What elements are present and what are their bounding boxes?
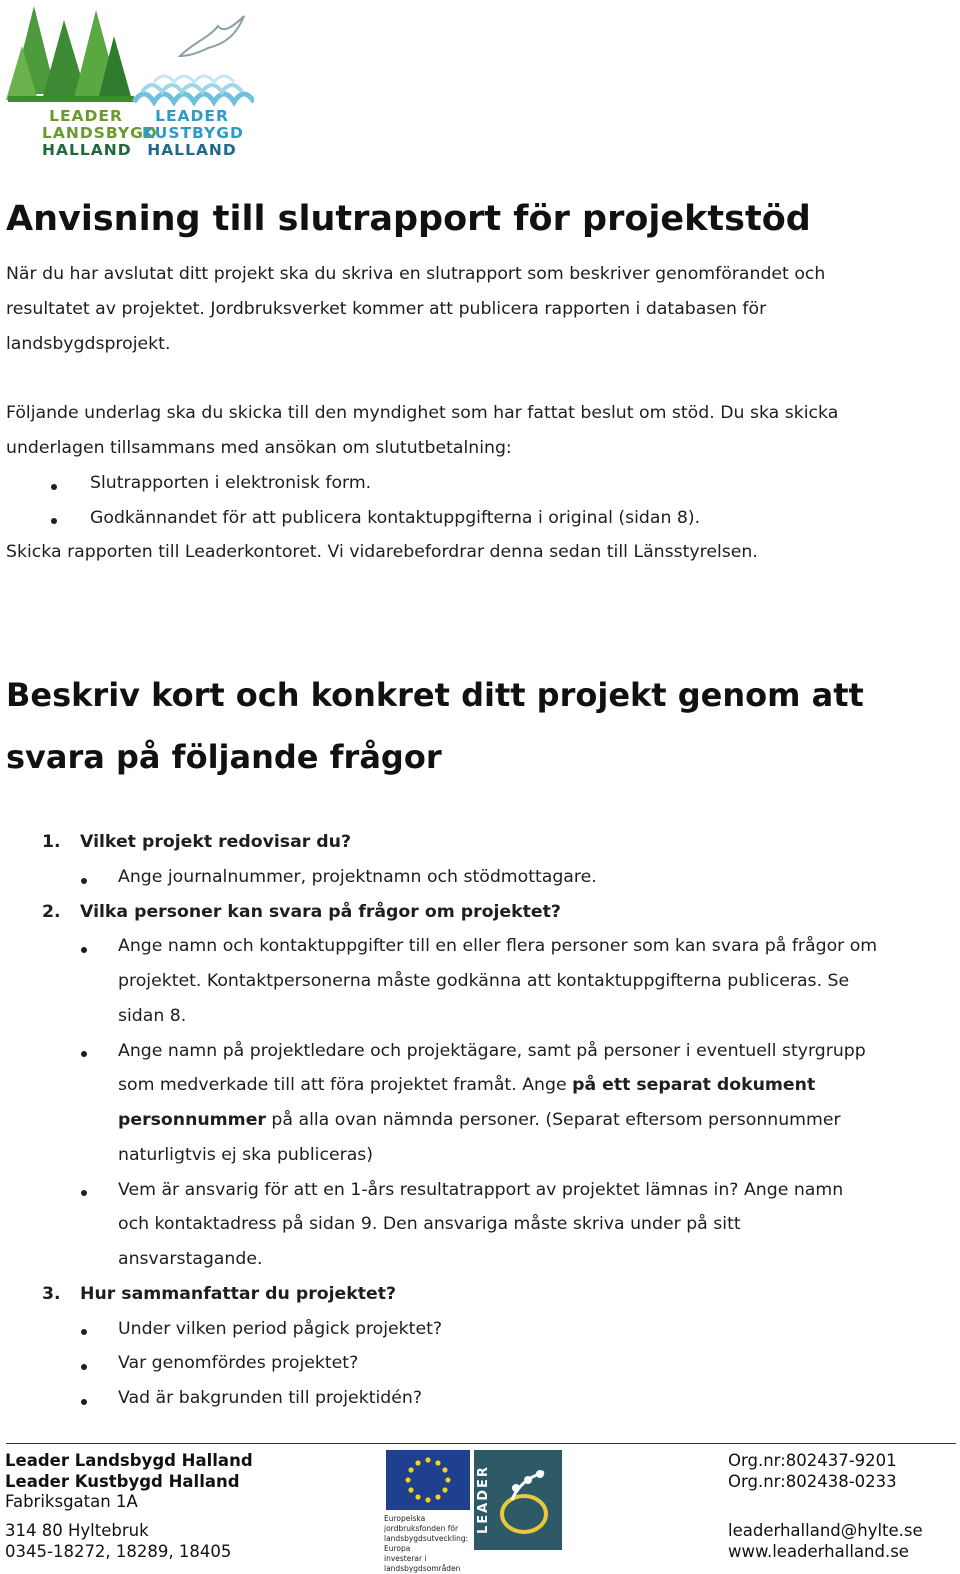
- intro-p1-line2: resultatet av projektet. Jordbruksverket kommer att publicera rapporten i databasen för: [6, 299, 767, 319]
- q2-item-1-line1: Ange namn och kontaktuppgifter till en eller flera personer som kan svara på frågor om: [118, 936, 878, 956]
- footer-divider: [6, 1443, 956, 1444]
- section-heading-line1: Beskriv kort och konkret ditt projekt genom att: [6, 676, 864, 714]
- bullet-icon: [81, 1190, 87, 1196]
- page-title: Anvisning till slutrapport för projektstöd: [6, 199, 811, 239]
- intro-p2-line1: Följande underlag ska du skicka till den myndighet som har fattat beslut om stöd. Du ska skicka: [6, 403, 839, 423]
- logo-left-line1: LEADER: [49, 107, 123, 125]
- intro-p3: Skicka rapporten till Leaderkontoret. Vi vidarebefordrar denna sedan till Länsstyrelsen.: [6, 542, 758, 562]
- q3-item-2: Var genomfördes projektet?: [118, 1353, 359, 1373]
- eu-caption: [384, 1514, 472, 1574]
- question-number: 1.: [42, 832, 61, 852]
- q3-item-3: Vad är bakgrunden till projektidén?: [118, 1388, 422, 1408]
- q2-item-3-line2: och kontaktadress på sidan 9. Den ansvariga måste skriva under på sitt: [118, 1214, 741, 1234]
- q2-item-1-line3: sidan 8.: [118, 1006, 187, 1026]
- eu-caption-line3: investerar i landsbygdsområden: [384, 1554, 461, 1573]
- intro-p1-line1: När du har avslutat ditt projekt ska du skriva en slutrapport som beskriver genomförandet och: [6, 264, 826, 284]
- footer-org-2: Leader Kustbygd Halland: [5, 1472, 240, 1491]
- logo-right-line2: KUSTBYGD: [142, 124, 244, 142]
- logo-right-line1: LEADER: [155, 107, 229, 125]
- q2-item-3-line3: ansvarstagande.: [118, 1249, 263, 1269]
- q2-item-2-line2: [118, 1068, 815, 1103]
- bullet-icon: [81, 1329, 87, 1335]
- question-1-title: Vilket projekt redovisar du?: [80, 832, 351, 852]
- intro-bullet-1: Slutrapporten i elektronisk form.: [90, 473, 372, 493]
- question-number: 2.: [42, 902, 61, 922]
- q2-item-2-line4: naturligtvis ej ska publiceras): [118, 1145, 374, 1165]
- bullet-icon: [81, 1364, 87, 1370]
- footer-orgnr-2: Org.nr:802438-0233: [728, 1472, 897, 1491]
- logo-left-line2: LANDSBYGD: [42, 124, 158, 142]
- section-heading: [6, 664, 956, 788]
- bullet-icon: [51, 484, 57, 490]
- logo-landsbygd-text: [42, 107, 158, 159]
- footer-email-link[interactable]: leaderhalland@hylte.se: [728, 1521, 923, 1540]
- footer-phone: 0345-18272, 18289, 18405: [5, 1542, 232, 1561]
- q2-item-2-emphasis: på ett separat dokument: [572, 1075, 816, 1095]
- leader-vertical-label: LEADER: [476, 1465, 491, 1535]
- leader-logos: [4, 2, 254, 158]
- intro-p1-line3: landsbygdsprojekt.: [6, 334, 171, 354]
- logo-left-line3: HALLAND: [42, 141, 132, 159]
- question-2-title: Vilka personer kan svara på frågor om projektet?: [80, 902, 561, 922]
- footer-website-link[interactable]: www.leaderhalland.se: [728, 1542, 909, 1561]
- footer-orgnr-1: Org.nr:802437-9201: [728, 1451, 897, 1470]
- question-3-title: Hur sammanfattar du projektet?: [80, 1284, 396, 1304]
- eu-leader-emblem: [384, 1448, 564, 1573]
- question-number: 3.: [42, 1284, 61, 1304]
- q2-item-1-line2: projektet. Kontaktpersonerna måste godkänna att kontaktuppgifterna publiceras. Se: [118, 971, 850, 991]
- q2-item-3-line1: Vem är ansvarig för att en 1-års resultatrapport av projektet lämnas in? Ange namn: [118, 1180, 844, 1200]
- q2-item-2-line3: [118, 1103, 841, 1138]
- q2-item-2-line2-text: som medverkade till att föra projektet framåt. Ange: [118, 1075, 573, 1095]
- bullet-icon: [81, 1051, 87, 1057]
- logo-right-line3: HALLAND: [147, 141, 237, 159]
- bullet-icon: [81, 878, 87, 884]
- bullet-icon: [51, 518, 57, 524]
- logo-kustbygd-text: [142, 108, 242, 159]
- footer-postal: 314 80 Hyltebruk: [5, 1521, 149, 1540]
- q1-item-1: Ange journalnummer, projektnamn och stödmottagare.: [118, 867, 597, 887]
- footer-org-1: Leader Landsbygd Halland: [5, 1451, 253, 1470]
- eu-caption-line1: Europeiska jordbruksfonden för: [384, 1514, 459, 1533]
- section-heading-line2: svara på följande frågor: [6, 738, 442, 776]
- intro-p2-line2: underlagen tillsammans med ansökan om slututbetalning:: [6, 438, 512, 458]
- footer-street: Fabriksgatan 1A: [5, 1492, 138, 1511]
- intro-bullet-2: Godkännandet för att publicera kontaktuppgifterna i original (sidan 8).: [90, 508, 701, 528]
- q3-item-1: Under vilken period pågick projektet?: [118, 1319, 443, 1339]
- q2-item-2-line3-text: på alla ovan nämnda personer. (Separat eftersom personnummer: [265, 1110, 841, 1130]
- bullet-icon: [81, 947, 87, 953]
- bullet-icon: [81, 1399, 87, 1405]
- eu-caption-line2: landsbygdsutveckling: Europa: [384, 1534, 469, 1553]
- q2-item-2-emphasis-2: personnummer: [118, 1110, 266, 1130]
- q2-item-2-line1: Ange namn på projektledare och projektägare, samt på personer i eventuell styrgrupp: [118, 1041, 866, 1061]
